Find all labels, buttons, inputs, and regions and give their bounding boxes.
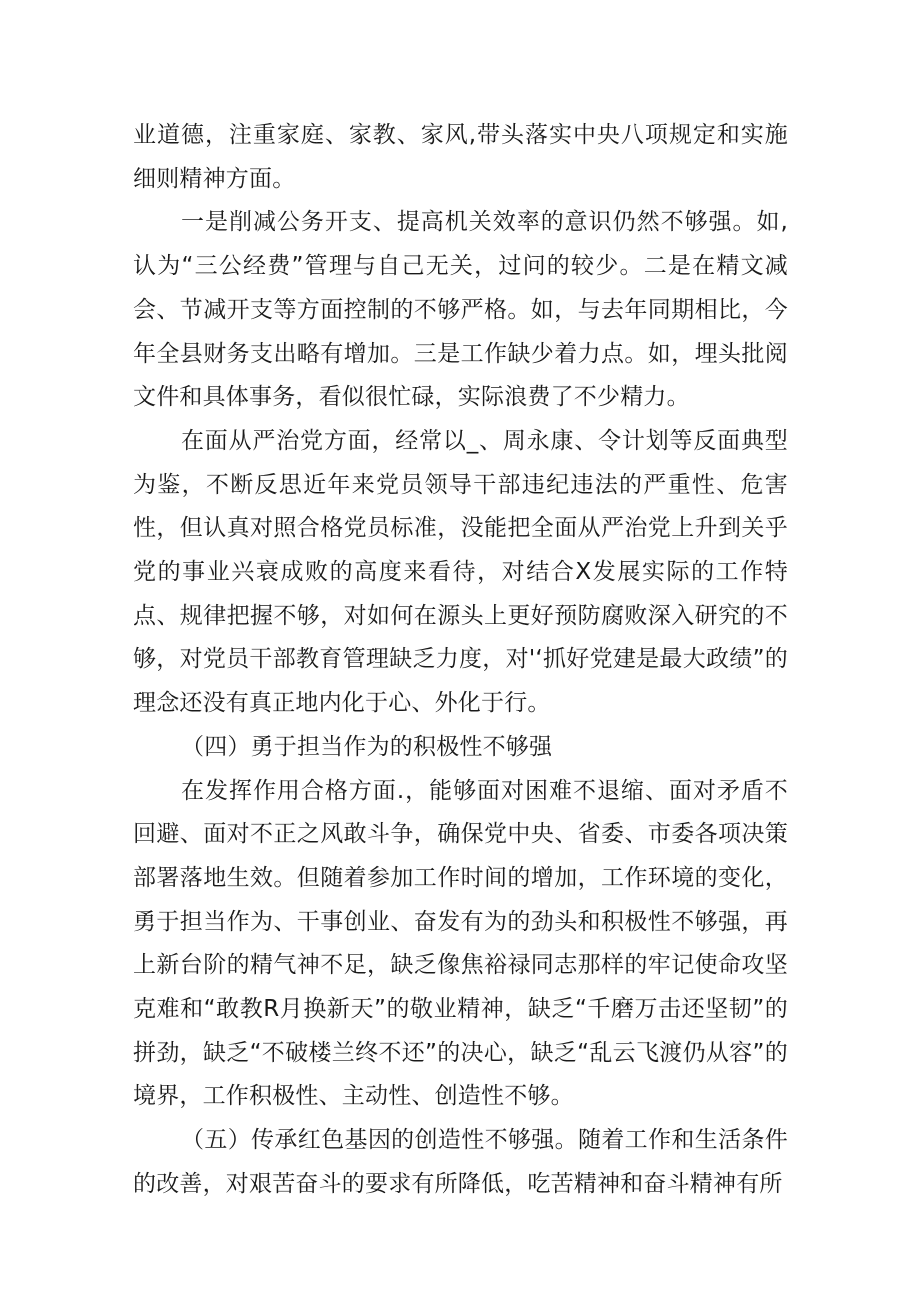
- paragraph-continuation: 业道德，注重家庭、家教、家风,带头落实中央八项规定和实施细则精神方面。: [133, 122, 788, 192]
- paragraph-party-discipline: 在面从严治党方面，经常以_、周永康、令计划等反面典型为鉴，不断反思近年来党员领导干部违纪违法的严重性、危害性，但认真对照合格党员标准，没能把全面从严治党上升到关乎党的事业兴衰成败的高度来看待，对结合X发展实际的工作特点、规律把握不够，对如何在源头上更好预防腐败深入研究的不够，对党员干部教育管理缺乏力度，对'‘抓好党建是最大政绩”的理念还没有真正地内化于心、外化于行。: [133, 427, 788, 717]
- section-heading-4: （四）勇于担当作为的积极性不够强: [181, 733, 553, 760]
- paragraph-frugality: 一是削减公务开支、提高机关效率的意识仍然不够强。如,认为“三公经费”管理与自己无关，过问的较少。二是在精文减会、节减开支等方面控制的不够严格。如，与去年同期相比，今年全县财务支出略有增加。三是工作缺少着力点。如，埋头批阅文件和具体事务，看似很忙碌，实际浪费了不少精力。: [133, 209, 788, 411]
- paragraph-section-5: （五）传承红色基因的创造性不够强。随着工作和生活条件的改善，对艰苦奋斗的要求有所降低，吃苦精神和奋斗精神有所: [133, 1127, 788, 1197]
- document-body: [133, 114, 788, 1207]
- paragraph-taking-responsibility: 在发挥作用合格方面.，能够面对困难不退缩、面对矛盾不回避、面对不正之风敢斗争，确保党中央、省委、市委各项决策部署落地生效。但随着参加工作时间的增加，工作环境的变化，勇于担当作为、干事创业、奋发有为的劲头和积极性不够强，再上新台阶的精气神不足，缺乏像焦裕禄同志那样的牢记使命攻坚克难和“敢教R月换新天”的敬业精神，缺乏“千磨万击还坚韧”的拼劲，缺乏“不破楼兰终不还”的决心，缺乏“乱云飞渡仍从容”的境界，工作积极性、主动性、创造性不够。: [133, 777, 788, 1110]
